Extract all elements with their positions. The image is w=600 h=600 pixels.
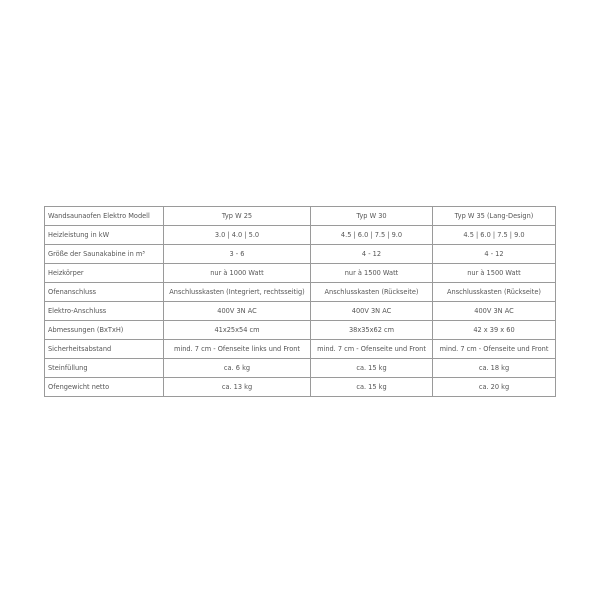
cell-w35: 400V 3N AC [433,302,556,321]
cell-w35: Anschlusskasten (Rückseite) [433,283,556,302]
cell-w30: Anschlusskasten (Rückseite) [311,283,433,302]
row-label: Ofenanschluss [45,283,164,302]
table-row [45,302,556,321]
row-label: Elektro-Anschluss [45,302,164,321]
cell-w35: 4.5 | 6.0 | 7.5 | 9.0 [433,226,556,245]
cell-w25: Typ W 25 [164,207,311,226]
row-label: Heizleistung in kW [45,226,164,245]
cell-w30: 400V 3N AC [311,302,433,321]
table-row [45,359,556,378]
cell-w30: 4 - 12 [311,245,433,264]
cell-w30: ca. 15 kg [311,359,433,378]
cell-w30: mind. 7 cm - Ofenseite und Front [311,340,433,359]
cell-w25: 400V 3N AC [164,302,311,321]
table-row [45,207,556,226]
row-label: Abmessungen (BxTxH) [45,321,164,340]
table-row [45,340,556,359]
table-row [45,264,556,283]
cell-w25: ca. 6 kg [164,359,311,378]
row-label: Größe der Saunakabine in m³ [45,245,164,264]
table-row [45,321,556,340]
cell-w35: nur à 1500 Watt [433,264,556,283]
cell-w25: mind. 7 cm - Ofenseite links und Front [164,340,311,359]
cell-w30: Typ W 30 [311,207,433,226]
cell-w25: ca. 13 kg [164,378,311,397]
row-label: Heizkörper [45,264,164,283]
cell-w30: nur à 1500 Watt [311,264,433,283]
cell-w35: mind. 7 cm - Ofenseite und Front [433,340,556,359]
row-label: Ofengewicht netto [45,378,164,397]
table-row [45,245,556,264]
table-row [45,283,556,302]
cell-w35: 4 - 12 [433,245,556,264]
cell-w30: 38x35x62 cm [311,321,433,340]
cell-w25: 41x25x54 cm [164,321,311,340]
row-label: Wandsaunaofen Elektro Modell [45,207,164,226]
cell-w30: 4.5 | 6.0 | 7.5 | 9.0 [311,226,433,245]
table-row [45,378,556,397]
cell-w35: Typ W 35 (Lang-Design) [433,207,556,226]
cell-w35: ca. 18 kg [433,359,556,378]
cell-w25: nur à 1000 Watt [164,264,311,283]
cell-w35: 42 x 39 x 60 [433,321,556,340]
cell-w30: ca. 15 kg [311,378,433,397]
row-label: Steinfüllung [45,359,164,378]
cell-w25: Anschlusskasten (Integriert, rechtsseitig) [164,283,311,302]
spec-table [44,206,556,397]
row-label: Sicherheitsabstand [45,340,164,359]
table-row [45,226,556,245]
cell-w35: ca. 20 kg [433,378,556,397]
cell-w25: 3.0 | 4.0 | 5.0 [164,226,311,245]
cell-w25: 3 - 6 [164,245,311,264]
